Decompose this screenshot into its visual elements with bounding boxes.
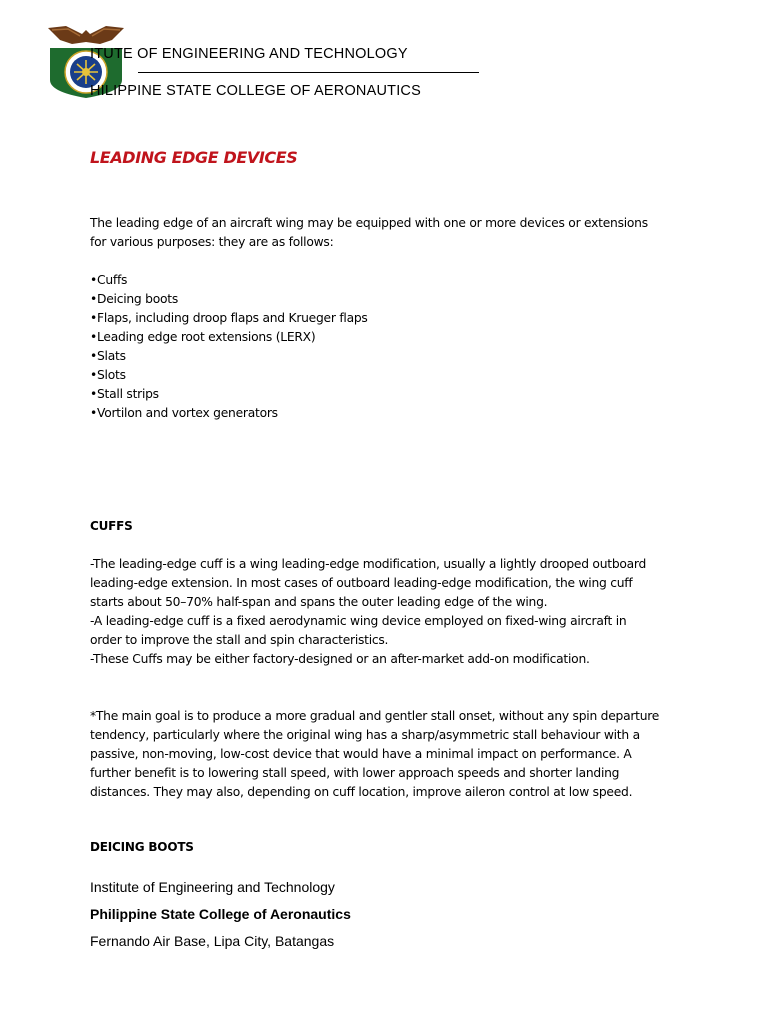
main-goal-line: *The main goal is to produce a more gradual and gentler stall onset, without any spin departure <box>90 709 660 723</box>
header-divider <box>138 72 479 73</box>
page-title: LEADING EDGE DEVICES <box>90 148 298 167</box>
main-goal-line: tendency, particularly where the original wing has a sharp/asymmetric stall behaviour with a <box>90 728 640 742</box>
cuffs-line: starts about 50–70% half-span and spans the outer leading edge of the wing. <box>90 595 548 609</box>
header-institute: ITUTE OF ENGINEERING AND TECHNOLOGY <box>90 46 408 62</box>
cuffs-line: order to improve the stall and spin characteristics. <box>90 633 389 647</box>
main-goal-line: distances. They may also, depending on cuff location, improve aileron control at low speed. <box>90 785 633 799</box>
devices-list <box>90 271 690 423</box>
list-item: •Stall strips <box>90 387 159 401</box>
footer-institute: Institute of Engineering and Technology <box>90 879 335 895</box>
cuffs-heading: CUFFS <box>90 519 133 533</box>
footer-college: Philippine State College of Aeronautics <box>90 906 351 922</box>
cuffs-line: leading-edge extension. In most cases of outboard leading-edge modification, the wing cuff <box>90 576 633 590</box>
cuffs-line: -A leading-edge cuff is a fixed aerodynamic wing device employed on fixed-wing aircraft in <box>90 614 627 628</box>
list-item: •Cuffs <box>90 273 128 287</box>
footer-address: Fernando Air Base, Lipa City, Batangas <box>90 933 335 949</box>
list-item: •Slats <box>90 349 126 363</box>
list-item: •Flaps, including droop flaps and Krueger flaps <box>90 311 368 325</box>
header-college: HILIPPINE STATE COLLEGE OF AERONAUTICS <box>90 83 421 99</box>
main-goal-line: further benefit is to lowering stall speed, with lower approach speeds and shorter landing <box>90 766 620 780</box>
deicing-heading: DEICING BOOTS <box>90 840 194 854</box>
main-goal-line: passive, non-moving, low-cost device that would have a minimal impact on performance. A <box>90 747 632 761</box>
list-item: •Slots <box>90 368 126 382</box>
cuffs-line: -The leading-edge cuff is a wing leading-edge modification, usually a lightly drooped outboard <box>90 557 647 571</box>
list-item: •Leading edge root extensions (LERX) <box>90 330 316 344</box>
intro-paragraph <box>90 214 690 252</box>
main-goal-paragraph <box>90 707 690 802</box>
cuffs-line: -These Cuffs may be either factory-designed or an after-market add-on modification. <box>90 652 590 666</box>
cuffs-paragraph <box>90 555 690 669</box>
intro-line: The leading edge of an aircraft wing may be equipped with one or more devices or extensions <box>90 216 648 230</box>
list-item: •Deicing boots <box>90 292 178 306</box>
list-item: •Vortilon and vortex generators <box>90 406 278 420</box>
intro-line: for various purposes: they are as follows: <box>90 235 334 249</box>
